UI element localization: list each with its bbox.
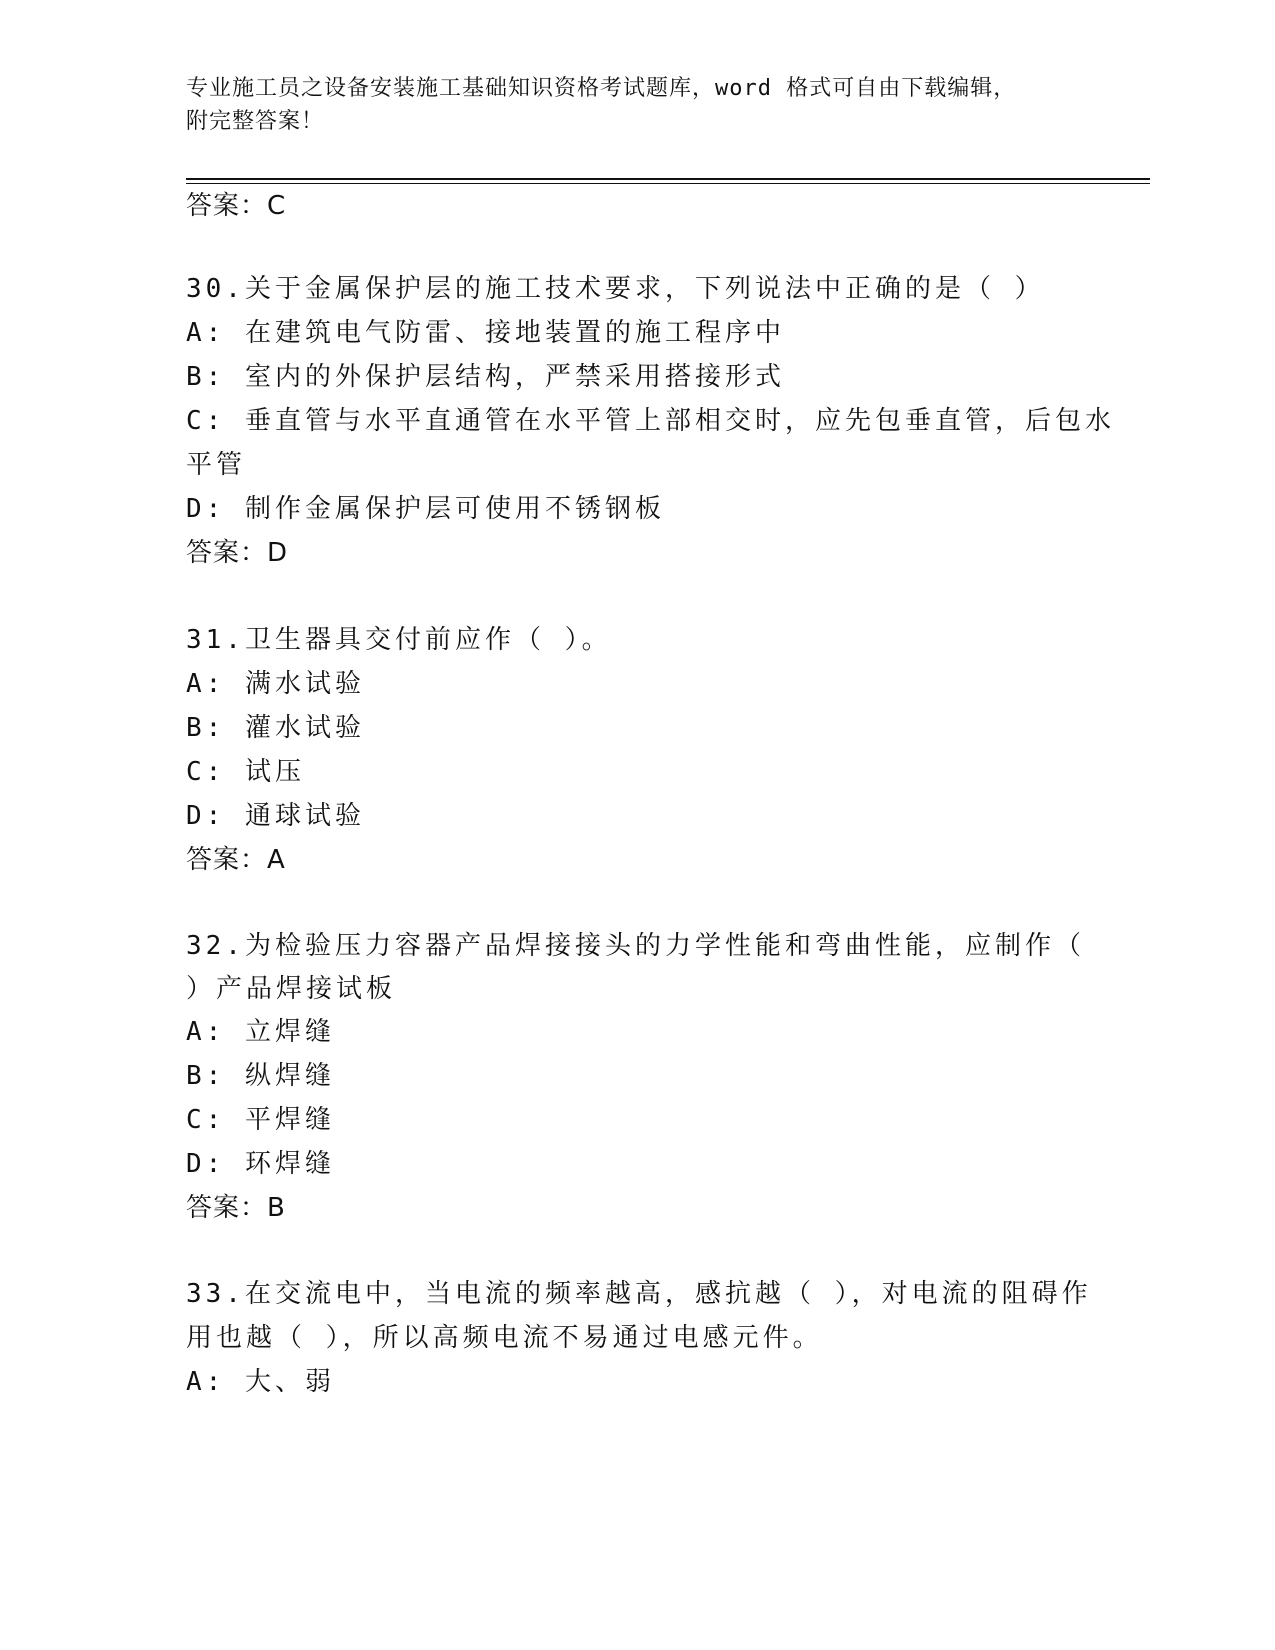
question-33-option-a: A: 大、弱 (186, 1367, 335, 1397)
question-30-option-d: D: 制作金属保护层可使用不锈钢板 (186, 494, 665, 524)
question-31-option-c: C: 试压 (186, 757, 305, 787)
header-line-1: 专业施工员之设备安装施工基础知识资格考试题库，word 格式可自由下载编辑， (186, 76, 1017, 101)
document-header (186, 72, 1086, 138)
question-31-option-b: B: 灌水试验 (186, 713, 365, 743)
question-32-stem-cont: ）产品焊接试板 (186, 974, 397, 1004)
header-divider-thick (186, 178, 1150, 180)
question-30-option-b: B: 室内的外保护层结构，严禁采用搭接形式 (186, 362, 785, 392)
question-32-option-a: A: 立焊缝 (186, 1017, 335, 1047)
question-32-option-b: B: 纵焊缝 (186, 1061, 335, 1091)
question-31-option-d: D: 通球试验 (186, 801, 365, 831)
question-30-option-c: C: 垂直管与水平直通管在水平管上部相交时，应先包垂直管，后包水 (186, 406, 1115, 436)
question-30-stem: 30.关于金属保护层的施工技术要求，下列说法中正确的是（ ） (186, 274, 1045, 304)
question-30-option-c-cont: 平管 (186, 450, 247, 480)
question-30-answer: 答案：D (186, 538, 289, 568)
question-30-option-a: A: 在建筑电气防雷、接地装置的施工程序中 (186, 318, 785, 348)
question-32-option-d: D: 环焊缝 (186, 1149, 335, 1179)
question-32-option-c: C: 平焊缝 (186, 1105, 335, 1135)
question-31-stem: 31.卫生器具交付前应作（ ）。 (186, 625, 612, 655)
answer-prev: 答案：C (186, 191, 287, 221)
header-divider-thin (186, 183, 1150, 184)
question-31-option-a: A: 满水试验 (186, 669, 365, 699)
question-33-stem-cont: 用也越（ ），所以高频电流不易通过电感元件。 (186, 1323, 823, 1353)
question-32-stem: 32.为检验压力容器产品焊接接头的力学性能和弯曲性能，应制作（ (186, 931, 1085, 961)
header-line-2: 附完整答案！ (186, 109, 325, 134)
question-31-answer: 答案：A (186, 845, 286, 875)
question-33-stem: 33.在交流电中，当电流的频率越高，感抗越（ ），对电流的阻碍作 (186, 1279, 1092, 1309)
question-32-answer: 答案：B (186, 1193, 286, 1223)
